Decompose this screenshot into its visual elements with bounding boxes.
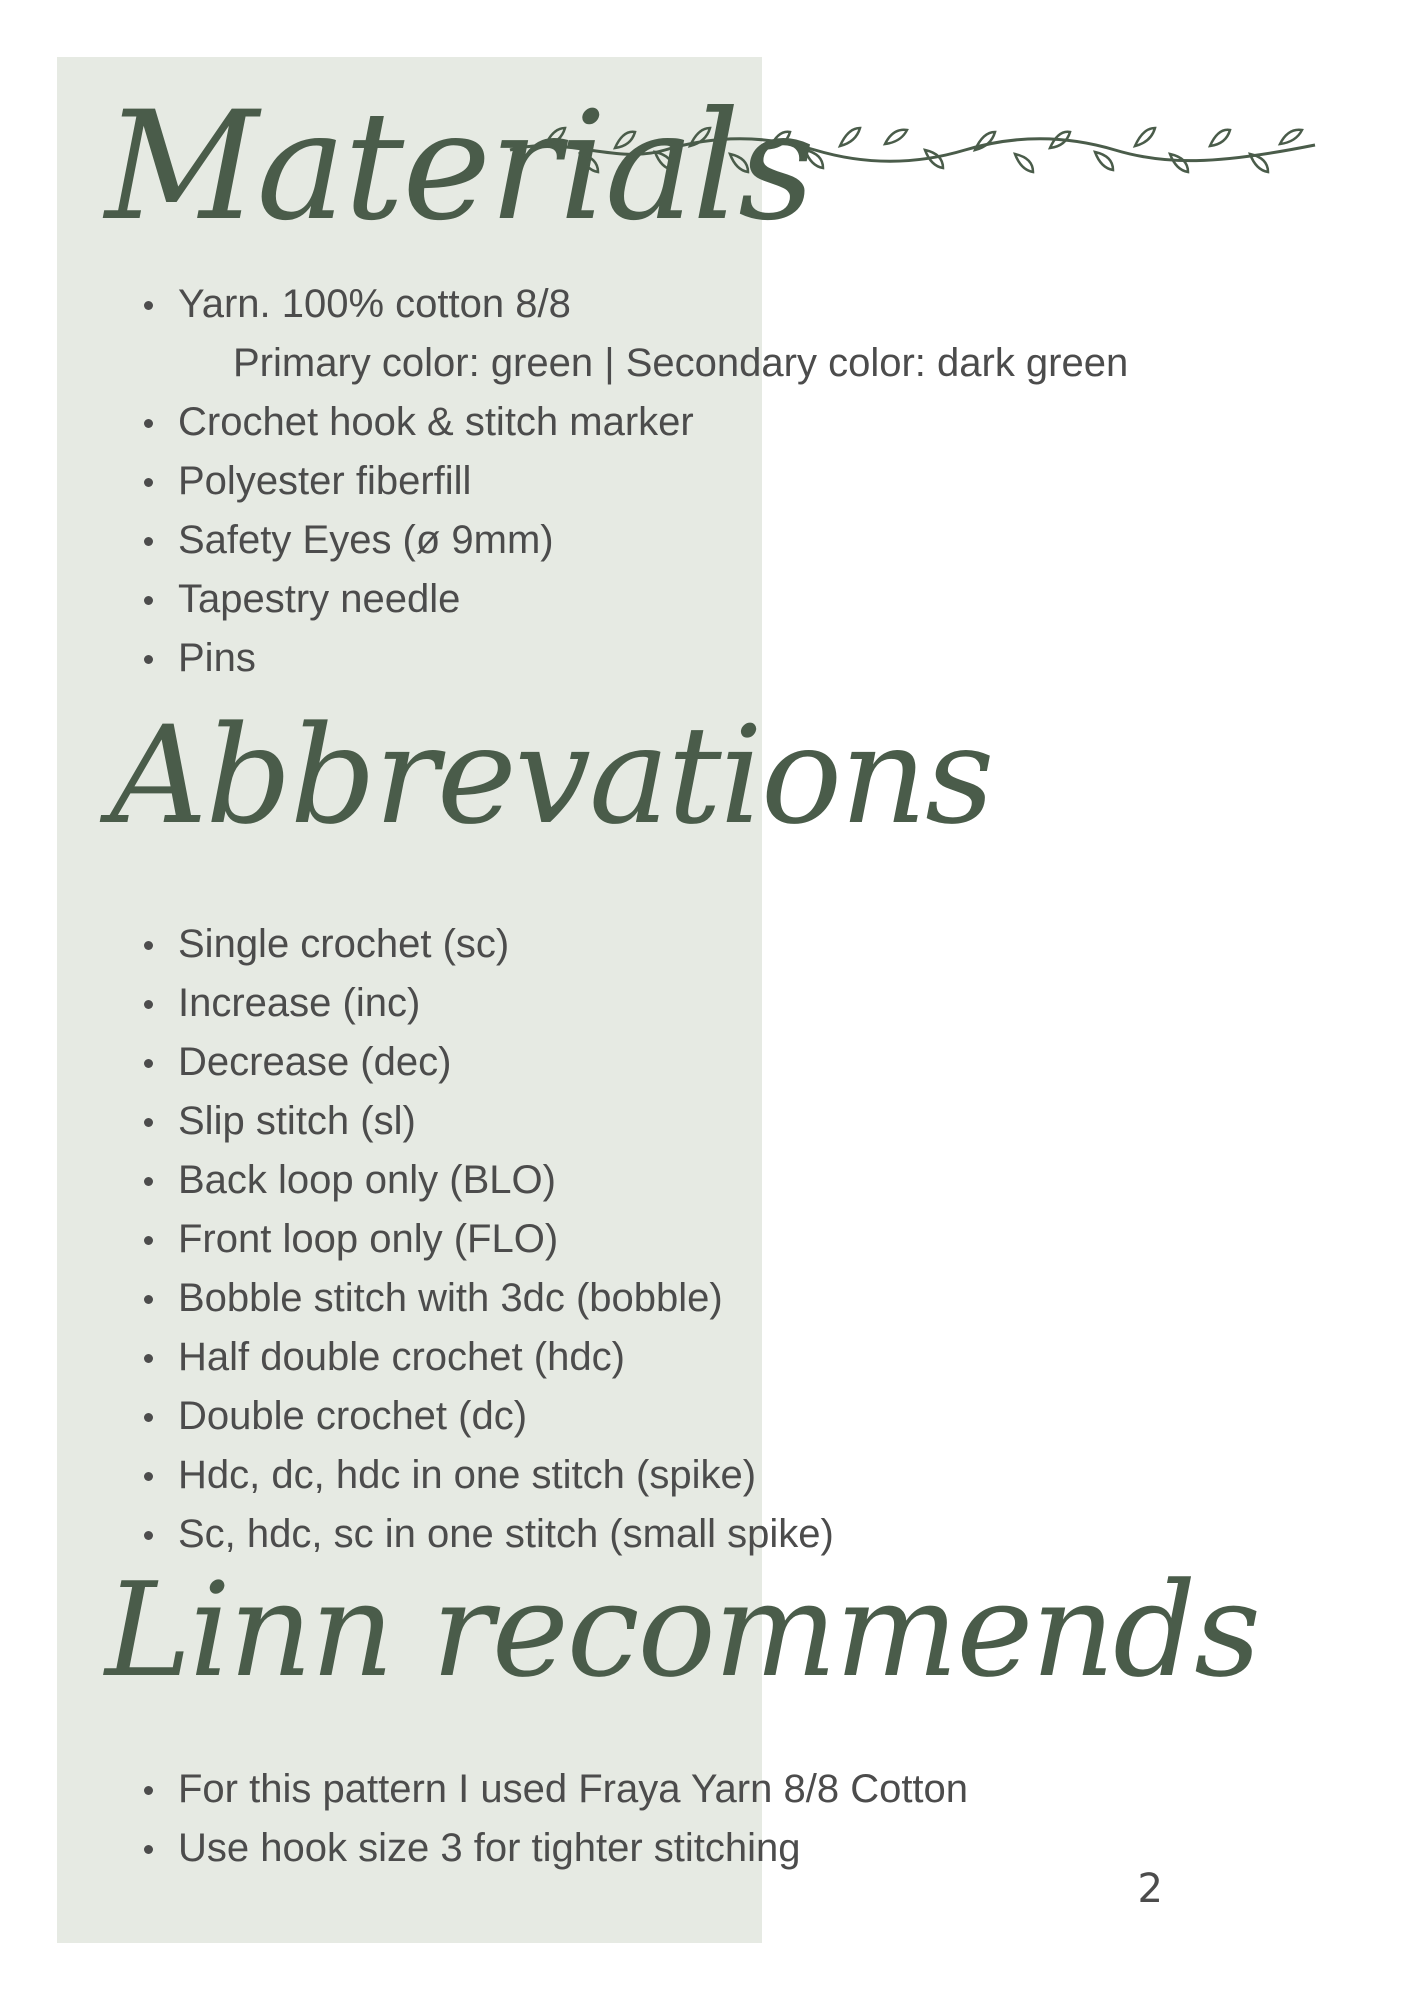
list-item: Crochet hook & stitch marker: [138, 393, 1128, 452]
list-item: Safety Eyes (ø 9mm): [138, 511, 1128, 570]
list-item: Bobble stitch with 3dc (bobble): [138, 1269, 834, 1328]
list-item: For this pattern I used Fraya Yarn 8/8 Cotton: [138, 1760, 968, 1819]
recommends-list: [138, 1760, 968, 1878]
list-item: Half double crochet (hdc): [138, 1328, 834, 1387]
list-item: Back loop only (BLO): [138, 1151, 834, 1210]
list-item: Decrease (dec): [138, 1033, 834, 1092]
vine-divider-icon: [505, 110, 1320, 190]
list-item: Hdc, dc, hdc in one stitch (spike): [138, 1446, 834, 1505]
list-item: Yarn. 100% cotton 8/8: [138, 275, 1128, 334]
list-item: Sc, hdc, sc in one stitch (small spike): [138, 1505, 834, 1564]
list-item: Tapestry needle: [138, 570, 1128, 629]
list-item: Double crochet (dc): [138, 1387, 834, 1446]
page-number: 2: [1137, 1866, 1163, 1912]
list-item: Use hook size 3 for tighter stitching: [138, 1819, 968, 1878]
abbreviations-list: [138, 915, 834, 1564]
list-item-subtext: Primary color: green | Secondary color: dark green: [233, 341, 1129, 385]
materials-heading: Materials: [105, 80, 814, 254]
list-item: Single crochet (sc): [138, 915, 834, 974]
recommends-heading: Linn recommends: [105, 1554, 1259, 1706]
list-item: Polyester fiberfill: [138, 452, 1128, 511]
materials-list: [138, 275, 1128, 688]
list-item: Slip stitch (sl): [138, 1092, 834, 1151]
list-item: Increase (inc): [138, 974, 834, 1033]
abbreviations-heading: Abbrevations: [110, 697, 993, 854]
list-item: Pins: [138, 629, 1128, 688]
list-item: Front loop only (FLO): [138, 1210, 834, 1269]
